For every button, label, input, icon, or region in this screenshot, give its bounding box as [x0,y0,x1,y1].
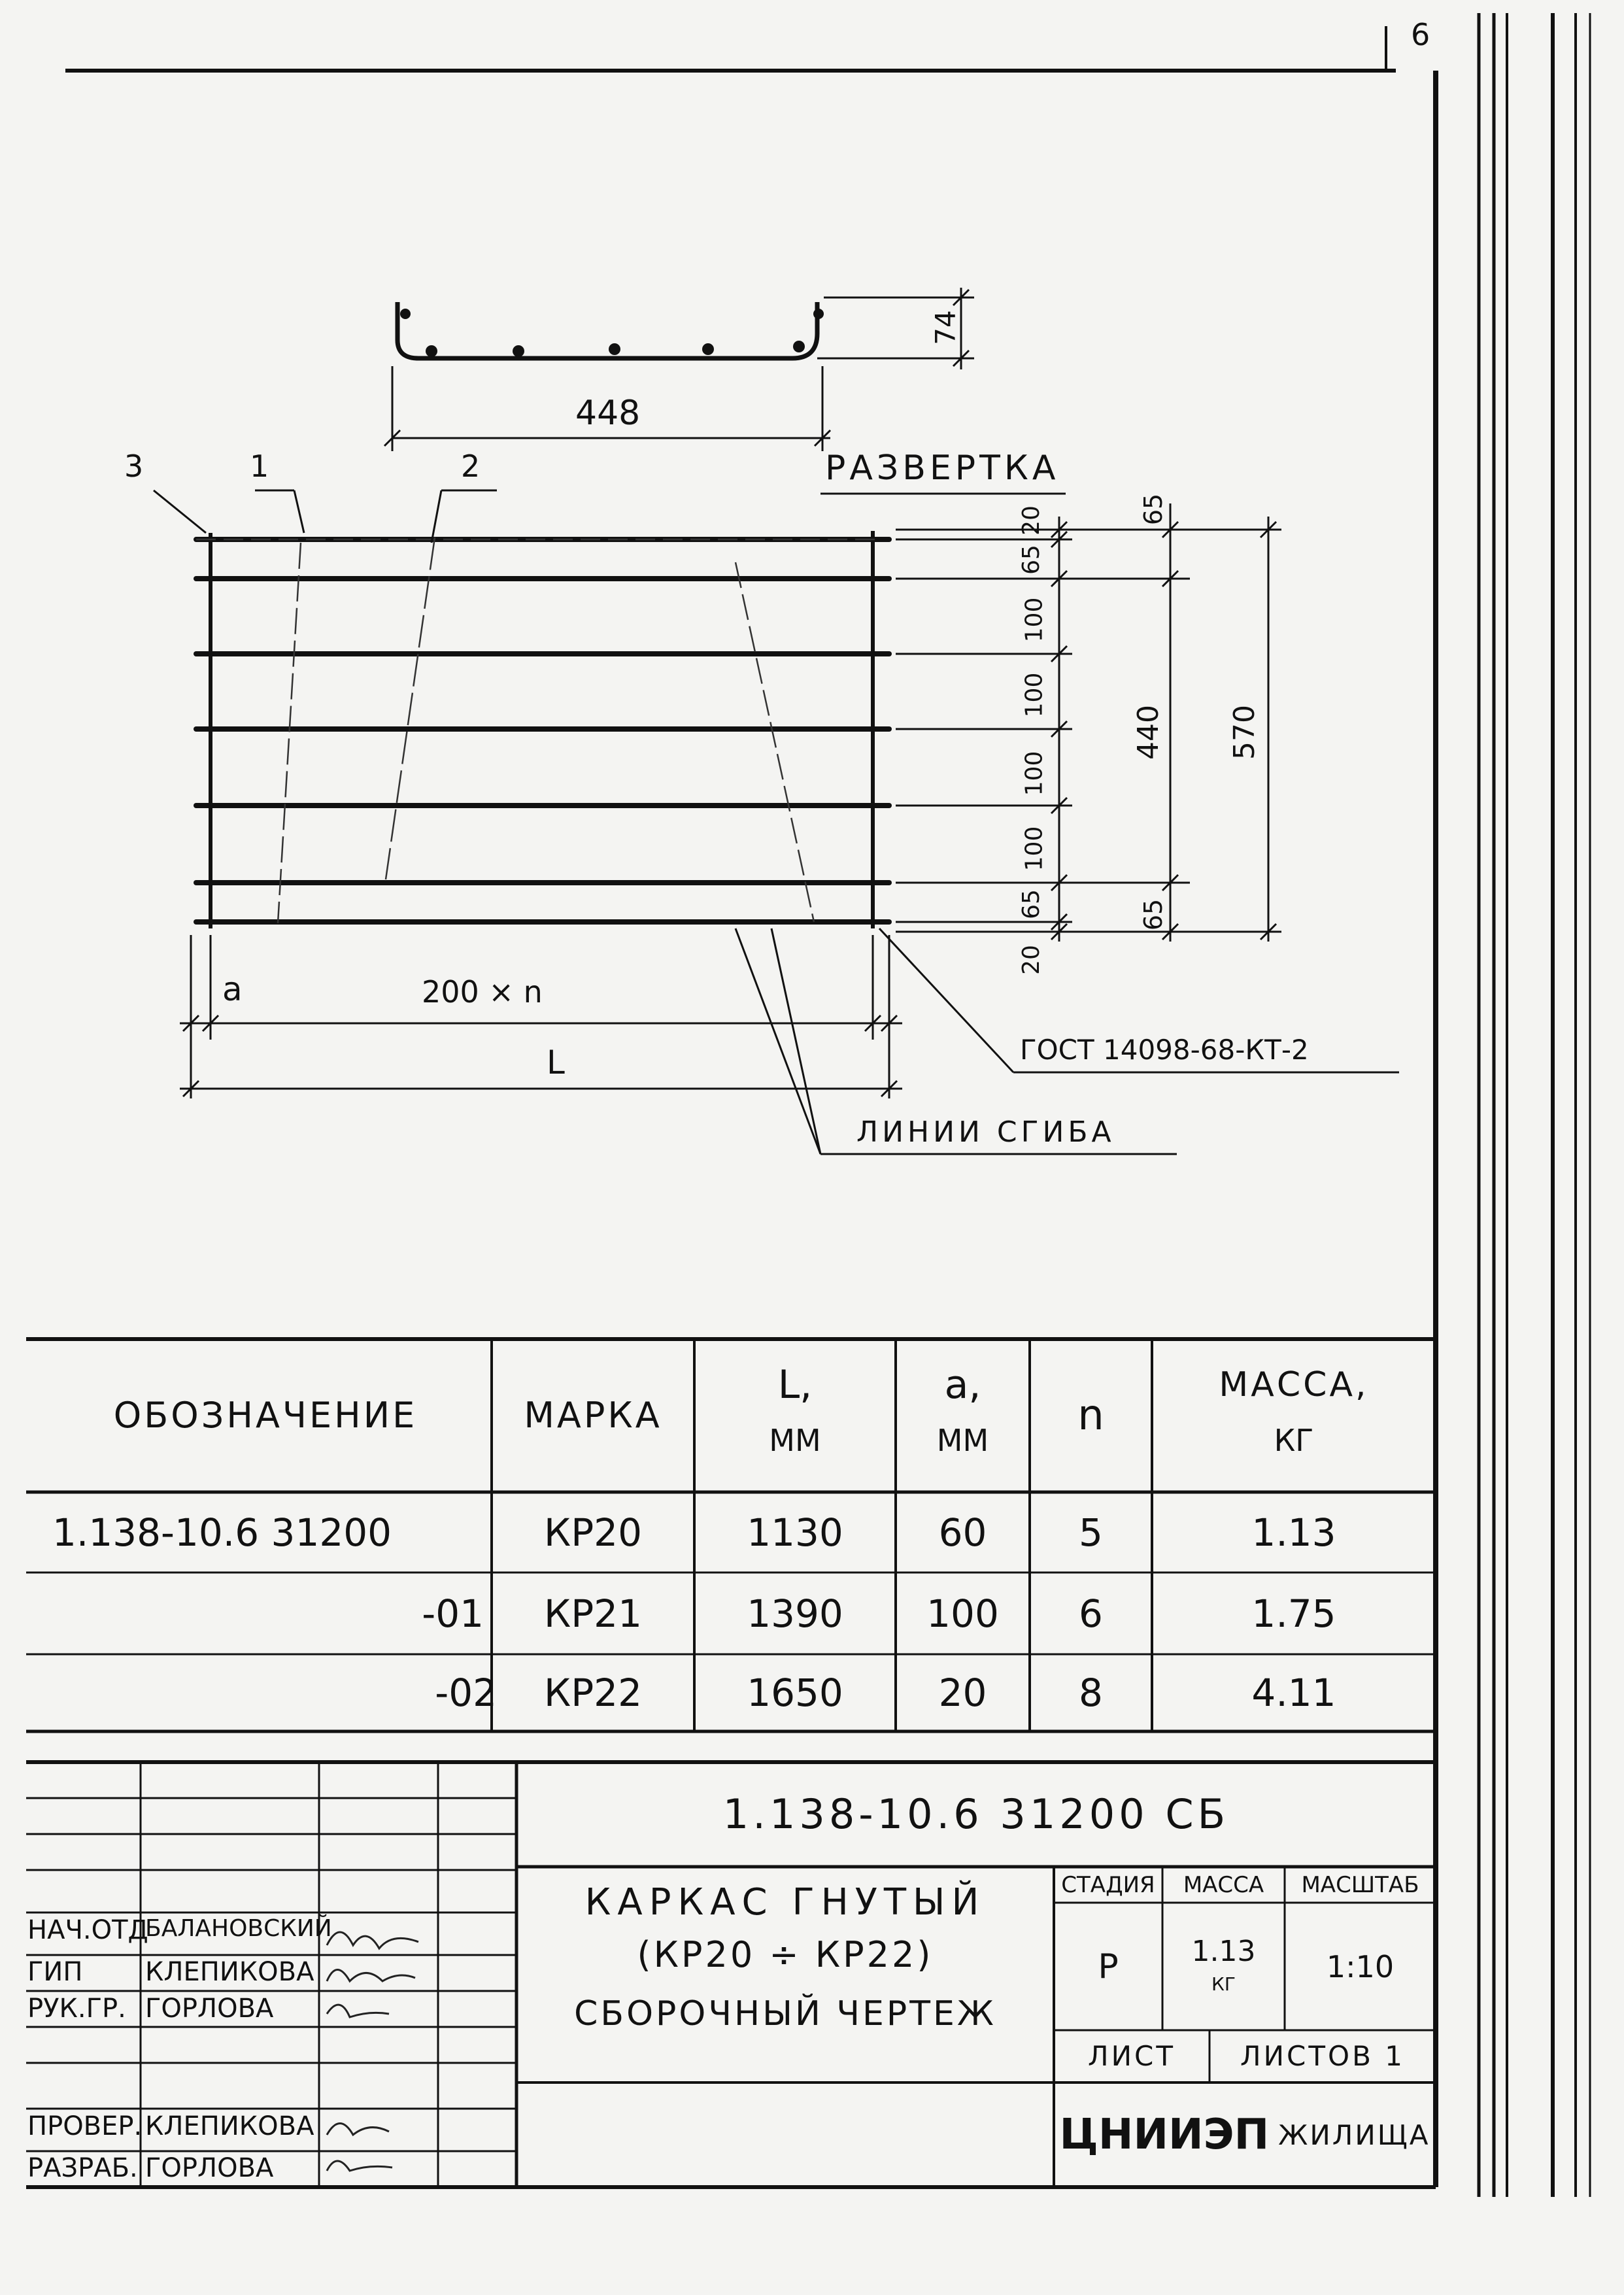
title-name-line2: (КР20 ÷ КР22) [637,1934,934,1975]
person-name: ГОРЛОВА [145,1994,274,2024]
header-n: n [1077,1391,1104,1440]
dim-v-100-2: 100 [1021,672,1048,718]
header-a-symbol: a, [944,1362,981,1408]
person-name: КЛЕПИКОВА [145,2111,314,2141]
mesh-vertical-dimensions [896,503,1281,942]
dim-v-65-top: 65 [1017,545,1045,575]
dim-right-65-top: 65 [1139,493,1168,526]
dim-right-440: 440 [1131,705,1165,760]
dim-v-100-1: 100 [1021,597,1048,643]
stage-label: СТАДИЯ [1061,1871,1155,1898]
row-mark: КР22 [544,1671,642,1715]
profile-section [398,302,817,358]
title-unfold: РАЗВЕРТКА [825,449,1060,488]
title-name-line1: КАРКАС ГНУТЫЙ [584,1881,986,1924]
note-fold-lines: ЛИНИИ СГИБА [856,1115,1115,1149]
row-designation: -02 [435,1671,497,1715]
leader-lines [154,490,1066,543]
org-main: ЦНИИЭП [1059,2111,1270,2159]
person-role: ГИП [27,1957,83,1987]
mass-value: 1.13 [1191,1935,1256,1968]
horizontal-dimensions [180,935,902,1098]
table-row [26,1492,1436,1572]
person-role: НАЧ.ОТД [27,1915,148,1945]
row-mark: КР21 [544,1591,642,1636]
note-gost: ГОСТ 14098-68-КТ-2 [1020,1034,1309,1066]
dim-a-label: a [222,970,243,1008]
row-mass: 1.13 [1251,1510,1336,1555]
header-a-unit: ММ [936,1423,989,1458]
dim-v-100-3: 100 [1021,751,1048,796]
callout-1: 1 [250,449,269,484]
row-mark: КР20 [544,1510,642,1555]
person-role: РУК.ГР. [27,1994,126,2024]
sheets-count: ЛИСТОВ 1 [1240,2040,1405,2072]
row-mass: 4.11 [1251,1671,1336,1715]
dim-v-100-4: 100 [1021,826,1048,872]
mesh-rods [196,539,889,922]
row-a: 100 [926,1591,999,1636]
row-length: 1650 [747,1671,843,1715]
header-mass [1152,1339,1436,1492]
row-n: 6 [1079,1591,1103,1636]
header-length-unit: ММ [769,1423,821,1458]
row-length: 1390 [747,1591,843,1636]
dim-right-570: 570 [1227,705,1261,760]
dim-v-65-bottom: 65 [1017,889,1045,919]
dim-v-20-bottom: 20 [1017,945,1045,975]
signature-marks [327,1932,418,2171]
organization [1054,2082,1436,2187]
dim-v-20-top: 20 [1017,505,1045,536]
row-length: 1130 [747,1510,843,1555]
callout-3: 3 [124,449,144,484]
sheet-number: 6 [1411,17,1430,52]
header-length-symbol: L, [777,1362,813,1408]
org-sub: ЖИЛИЩА [1278,2118,1430,2151]
header-designation: ОБОЗНАЧЕНИЕ [113,1395,418,1436]
scale-value: 1:10 [1326,1948,1395,1984]
stage-value: Р [1098,1946,1119,1986]
person-name: БАЛАНОВСКИЙ [145,1915,332,1942]
person-role: ПРОВЕР. [27,2111,143,2141]
header-mark: МАРКА [524,1395,662,1436]
dim-span-label: 200 × n [422,974,543,1010]
mass-label: МАССА [1183,1871,1264,1898]
profile-rod-dots [400,309,824,357]
row-mass: 1.75 [1251,1591,1336,1636]
title-name-line3: СБОРОЧНЫЙ ЧЕРТЕЖ [574,1994,996,2033]
table-row [26,1654,1436,1731]
row-designation: 1.138-10.6 31200 [52,1510,392,1555]
person-name: КЛЕПИКОВА [145,1957,314,1987]
table-row [26,1572,1436,1654]
header-mass-label: МАССА, [1219,1365,1369,1404]
header-length [694,1339,896,1492]
person-role: РАЗРАБ. [27,2153,138,2183]
profile-dimensions [384,288,974,451]
dim-top-height: 74 [929,310,962,345]
row-designation: -01 [422,1591,484,1636]
scale-label: МАСШТАБ [1301,1871,1419,1898]
dim-top-width: 448 [575,394,641,433]
person-name: ГОРЛОВА [145,2153,274,2183]
document-code: 1.138-10.6 31200 СБ [722,1790,1230,1838]
row-a: 60 [938,1510,987,1555]
mass-unit: КГ [1211,1973,1236,1995]
dim-right-65-bottom: 65 [1139,898,1168,931]
callout-2: 2 [461,449,481,484]
sheet-label: ЛИСТ [1088,2040,1176,2072]
header-mass-unit: КГ [1274,1423,1314,1458]
dim-length-label: L [547,1044,565,1081]
row-a: 20 [938,1671,987,1715]
row-n: 5 [1079,1510,1103,1555]
header-a [896,1339,1030,1492]
row-n: 8 [1079,1671,1103,1715]
